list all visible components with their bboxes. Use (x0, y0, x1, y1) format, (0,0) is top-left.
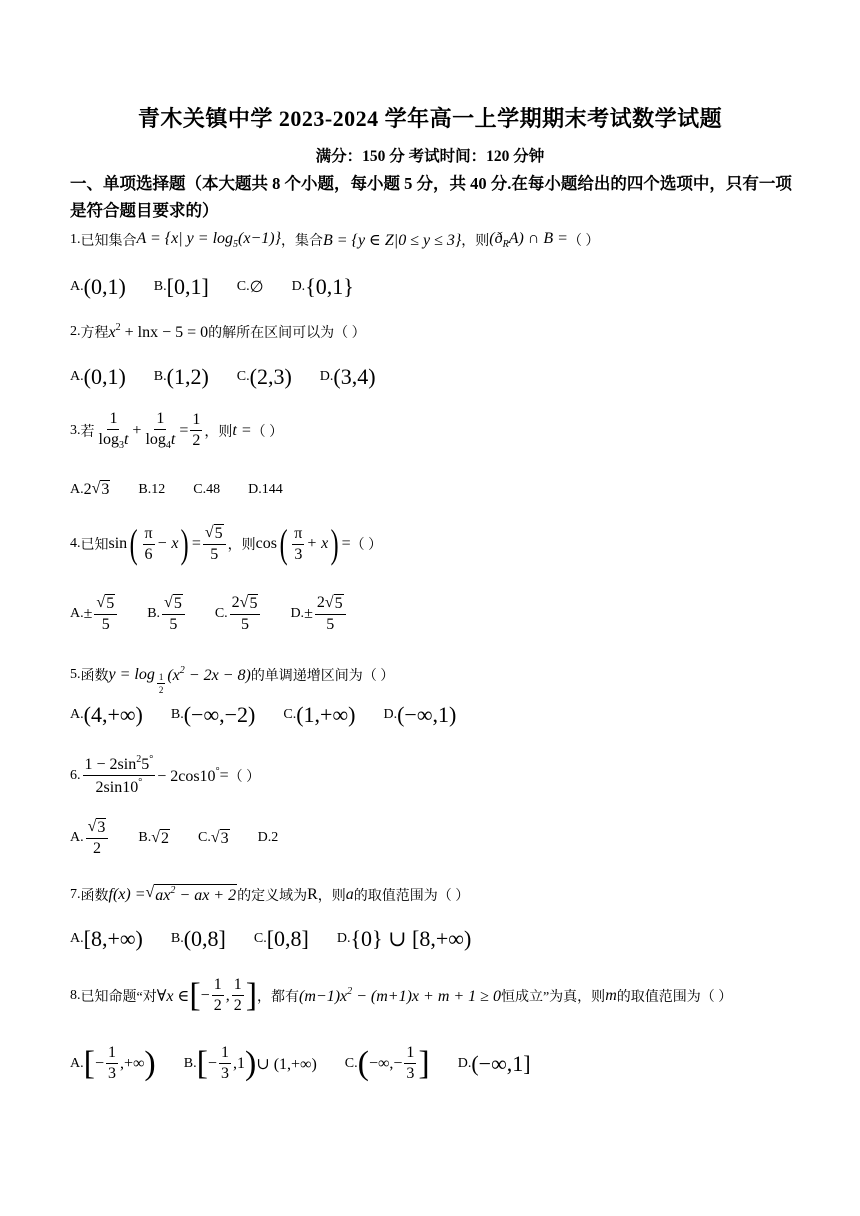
q1-answer-blank: （ ） (567, 234, 600, 249)
q2-option-b: B. (1,2) (153, 364, 209, 389)
q7-text-4: 的取值范围为 (353, 888, 438, 904)
q1-options (70, 276, 382, 298)
q3-equals: = (179, 421, 189, 439)
q5-argument: $(x^2 - 2x - 8)$ (167, 664, 251, 684)
q8-options (70, 1044, 559, 1083)
q7-option-a: A. [8,+∞) (70, 926, 143, 951)
q1-text-3: ，则 (461, 234, 490, 249)
q3-option-a: A. 2 √ 3 (70, 480, 110, 498)
q3-option-d: D.144 (248, 481, 283, 497)
q5-log: y = log (108, 665, 155, 683)
q1-option-d: D. {0,1} (291, 274, 354, 299)
q4-option-b: B. √ 5 5 (147, 594, 187, 634)
exam-subtitle: 满分：150 分 考试时间：120 分钟 (315, 148, 545, 165)
q7-text: 函数 (80, 888, 109, 904)
q7-function: f(x) = (108, 885, 146, 903)
q5-option-d: D. (−∞,1) (383, 702, 457, 727)
q8-text-4: 的取值范围为 (616, 989, 701, 1005)
q3-text: 若 (80, 424, 95, 440)
q8-option-d: D. (−∞,1] (457, 1050, 531, 1076)
q6-option-d: D.2 (257, 830, 279, 845)
q5-text: 函数 (80, 668, 109, 684)
q3-text-2: ，则 (204, 424, 233, 440)
q5-text-2: 的单调递增区间为 (250, 668, 363, 684)
q2-equation: $x^2 + \ln x - 5 = 0$ (108, 322, 209, 341)
q8-option-b: B. [ − $\frac{1}{3}$ ,1 ) ∪ (1,+∞) (183, 1044, 317, 1082)
q3-t-equals: t = (232, 421, 252, 439)
q4-plus-x: + x (306, 535, 329, 552)
q6-number: 6. (70, 767, 81, 783)
q4-answer-blank: （ ） (350, 538, 383, 553)
question-3 (70, 410, 283, 451)
q4-pi-over-3: $\frac{\pi}{3}$ (294, 524, 303, 563)
section-heading: 一、单项选择题（本大题共 8 个小题，每小题 5 分，共 40 分.在每小题给出的四个选项中，只有一项是符合题目要求的） (70, 174, 792, 220)
q5-option-a: A. (4,+∞) (70, 702, 143, 727)
q8-forall: ∀x ∈ (156, 987, 190, 1005)
q7-a: a (345, 885, 354, 903)
q8-text: 已知命题“对 (80, 989, 157, 1005)
q6-option-a: A. √ 3 2 (70, 818, 110, 858)
q4-sin: sin (108, 535, 128, 552)
q4-text-2: ，则 (227, 538, 256, 553)
q1-set-a: A = {x| $y = \log_5(x-1)$} (136, 230, 281, 250)
q3-option-c: C.48 (193, 481, 221, 497)
q2-number: 2. (70, 324, 81, 339)
q3-plus: + (132, 421, 142, 439)
q6-option-c: C. √ 3 (198, 828, 229, 847)
q4-option-c: C. 2 √ 5 5 (215, 594, 263, 634)
question-5 (70, 654, 394, 695)
question-8: 8. 已知命题“对 ∀x ∈ [ − $\frac{1}{2}$ , $\frac{1}{2}$ ] ，都有 $(m-1)x^2 - (m+1)x + m + 1 \ge 0$ 恒成立”为真，则 m 的取值范围为 （ ） (70, 976, 733, 1014)
q1-expression: $(ð_RA)$ ∩ B = (489, 230, 568, 250)
q8-m: m (605, 986, 617, 1004)
q2-text-2: 的解所在区间可以为 (208, 326, 335, 341)
question-1 (70, 230, 599, 250)
q4-number: 4. (70, 536, 81, 551)
q3-option-b: B.12 (138, 481, 166, 497)
q7-answer-blank: （ ） (437, 888, 470, 904)
exam-title: 青木关镇中学 2023-2024 学年高一上学期期末考试数学试题 (137, 106, 723, 131)
q1-option-c: C. ∅ (236, 279, 264, 296)
q3-fraction-1: $\frac{1}{\log_3t}$ (98, 410, 129, 451)
q5-base-half: $\frac{1}{2}$ (158, 672, 164, 695)
q3-options (70, 480, 311, 499)
q7-number: 7. (70, 886, 81, 902)
q8-minus: − (200, 986, 210, 1004)
q8-fraction-1: $\frac{1}{2}$ (213, 976, 222, 1014)
q6-fraction: $\frac{1 - 2\sin^25^\circ}{2\sin 10^\circ}$ (84, 754, 154, 796)
q1-number: 1. (70, 232, 81, 247)
question-7 (70, 884, 469, 905)
sqrt-icon: √ 3 (91, 480, 110, 498)
q8-fraction-2: $\frac{1}{2}$ (233, 976, 242, 1014)
q5-answer-blank: （ ） (362, 668, 395, 684)
q1-set-b: B = {y ∈ Z|0 ≤ y ≤ 3} (322, 232, 462, 249)
q4-minus-x: − x (156, 535, 179, 552)
q8-inequality: $(m-1)x^2 - (m+1)x + m + 1 \ge 0$ (299, 985, 501, 1005)
q7-option-b: B. (0,8] (170, 926, 226, 951)
q7-options (70, 928, 499, 950)
q5-option-c: C. (1,+∞) (283, 702, 356, 727)
q4-options (70, 594, 376, 634)
q8-option-c: C. ( −∞,− $\frac{1}{3}$ ] (344, 1044, 430, 1082)
question-2 (70, 322, 366, 342)
q5-option-b: B. (−∞,−2) (170, 702, 256, 727)
q1-option-a: A. (0,1) (70, 274, 126, 299)
q2-option-d: D. (3,4) (319, 364, 376, 389)
q7-text-2: 的定义域为 (237, 888, 308, 904)
question-6 (70, 754, 260, 797)
q6-option-b: B. √ 2 (138, 828, 170, 847)
q7-radical: √ $ax^2$ − ax + 2 (145, 884, 237, 904)
q7-text-3: ，则 (317, 888, 346, 904)
q3-fraction-3: $\frac{1}{2}$ (192, 411, 201, 449)
q1-text: 已知集合 (80, 234, 137, 249)
q4-root5-over-5: √ 5 5 (203, 524, 226, 564)
q1-text-2: ，集合 (280, 234, 323, 249)
q4-option-d: D. ± 2 √ 5 5 (290, 594, 347, 634)
q6-answer-blank: （ ） (228, 769, 261, 785)
q5-number: 5. (70, 666, 81, 682)
q8-number: 8. (70, 987, 81, 1003)
q8-option-a: A. [ − $\frac{1}{3}$ ,+∞ ) (70, 1044, 156, 1082)
q6-equals: = (219, 766, 229, 784)
q2-answer-blank: （ ） (334, 326, 366, 341)
q3-number: 3. (70, 422, 81, 438)
q7-real-set: R (307, 885, 318, 903)
q4-option-a: A. ± √ 5 5 (70, 594, 119, 634)
q8-text-2: ，都有 (257, 989, 300, 1005)
q8-answer-blank: （ ） (700, 989, 733, 1005)
q8-text-3: 恒成立”为真，则 (500, 989, 606, 1005)
q5-options (70, 704, 484, 726)
q3-fraction-2: $\frac{1}{\log_4t}$ (145, 410, 176, 451)
q2-option-a: A. (0,1) (70, 364, 126, 389)
q4-text: 已知 (80, 538, 109, 553)
q8-comma: , (225, 986, 230, 1004)
q2-option-c: C. (2,3) (236, 364, 292, 389)
q4-pi-over-6: $\frac{\pi}{6}$ (144, 524, 153, 563)
q4-equals-2: = (341, 535, 351, 552)
q6-options (70, 818, 306, 858)
q6-rest: − 2cos10° (157, 765, 220, 785)
q2-options (70, 366, 404, 388)
q7-option-d: D. {0} ∪ [8,+∞) (336, 926, 472, 951)
question-4: 4. 已知 sin ( $\frac{\pi}{6}$ − x ) = √ 5 5 ，则 cos ( $\frac{\pi}{3}$ + x ) = （ ） (70, 521, 383, 566)
q3-answer-blank: （ ） (251, 424, 284, 440)
q4-cos: cos (255, 535, 277, 552)
q4-equals: = (191, 535, 201, 552)
q2-text: 方程 (80, 326, 109, 341)
q1-option-b: B. [0,1] (153, 274, 209, 299)
q7-option-c: C. [0,8] (253, 926, 309, 951)
